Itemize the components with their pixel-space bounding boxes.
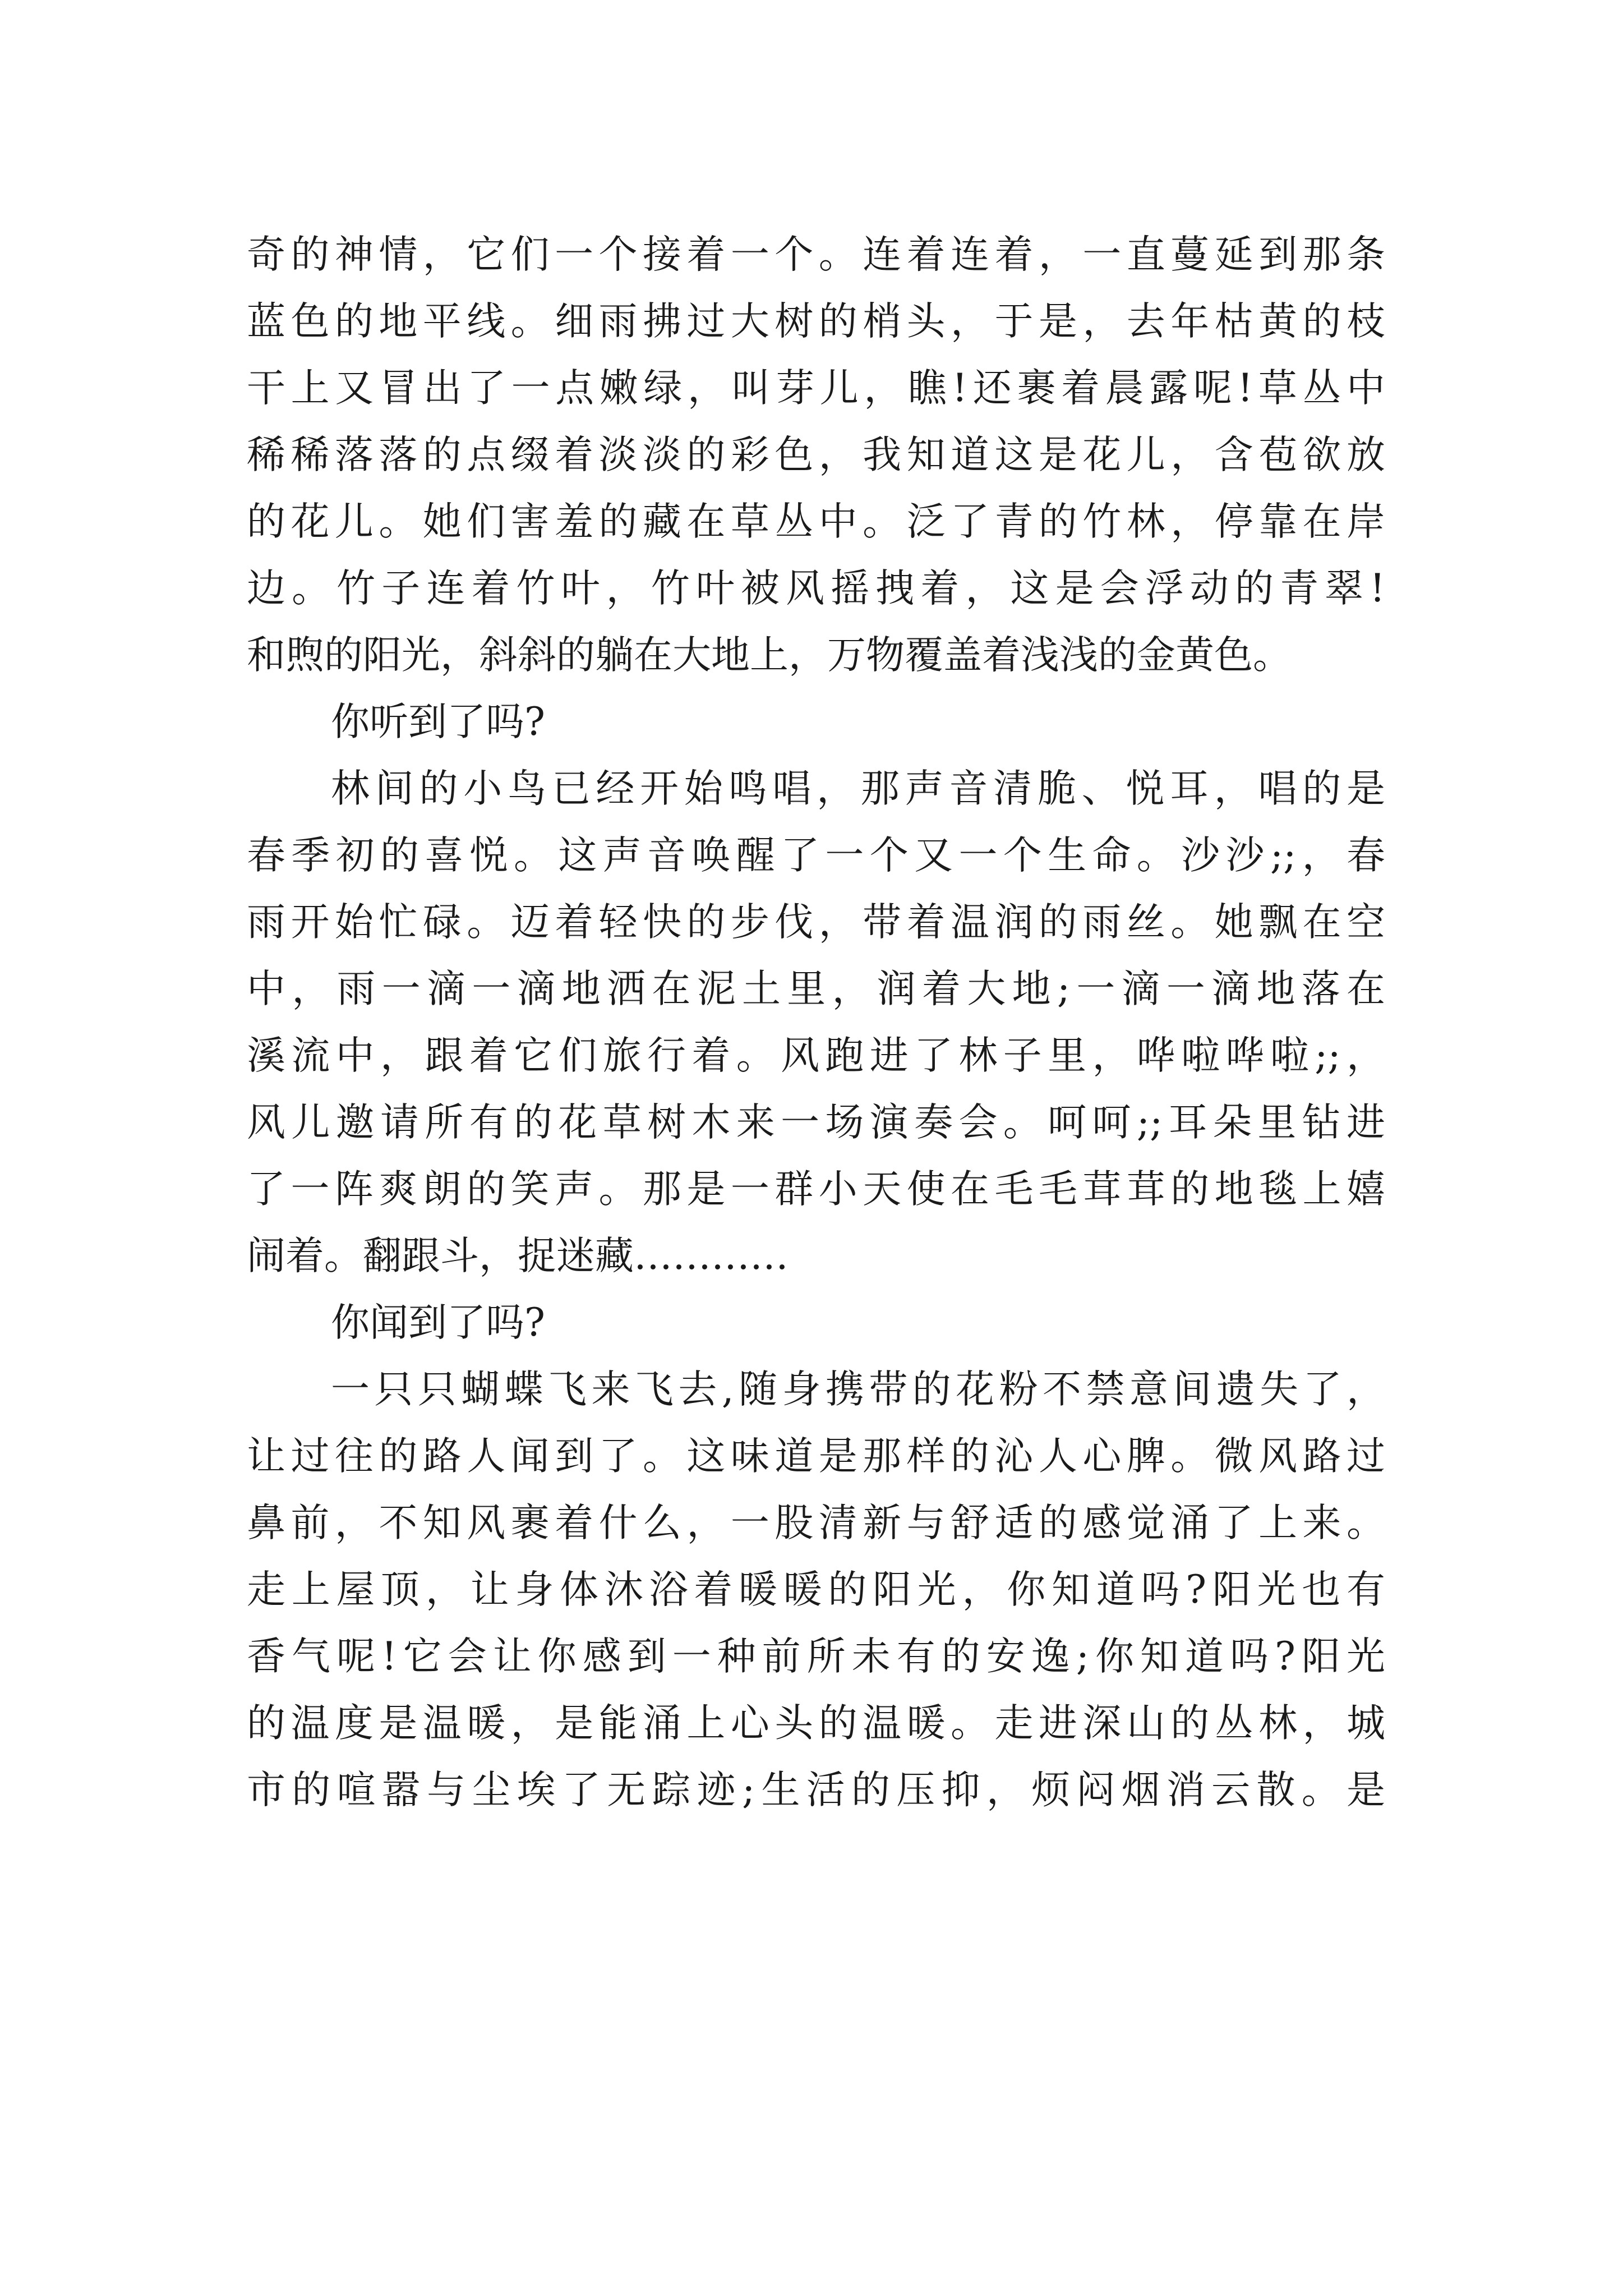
text-line: 蓝色的地平线。细雨拂过大树的梢头，于是，去年枯黄的枝 [247, 299, 1385, 344]
text-line: 雨开始忙碌。迈着轻快的步伐，带着温润的雨丝。她飘在空 [247, 900, 1385, 945]
section-heading-line: 你闻到了吗? [331, 1300, 545, 1345]
text-line: 溪流中，跟着它们旅行着。风跑进了林子里，哗啦哗啦;;， [247, 1033, 1385, 1078]
paragraph-first-line: 一只只蝴蝶飞来飞去,随身携带的花粉不禁意间遗失了， [331, 1367, 1385, 1412]
text-line: 边。竹子连着竹叶，竹叶被风摇拽着，这是会浮动的青翠! [247, 566, 1385, 611]
document-body [247, 222, 1385, 1824]
text-line: 奇的神情，它们一个接着一个。连着连着，一直蔓延到那条 [247, 232, 1385, 277]
text-line: 春季初的喜悦。这声音唤醒了一个又一个生命。沙沙;;，春 [247, 833, 1385, 878]
text-line: 干上又冒出了一点嫩绿，叫芽儿，瞧!还裹着晨露呢!草丛中 [247, 366, 1385, 411]
text-line: 和煦的阳光，斜斜的躺在大地上，万物覆盖着浅浅的金黄色。 [247, 633, 1292, 678]
text-line: 中，雨一滴一滴地洒在泥土里，润着大地;一滴一滴地落在 [247, 967, 1385, 1011]
text-line: 走上屋顶，让身体沐浴着暖暖的阳光，你知道吗?阳光也有 [247, 1567, 1385, 1612]
text-line: 风儿邀请所有的花草树木来一场演奏会。呵呵;;耳朵里钻进 [247, 1100, 1385, 1145]
text-line: 市的喧嚣与尘埃了无踪迹;生活的压抑，烦闷烟消云散。是 [247, 1768, 1385, 1812]
text-line: 闹着。翻跟斗，捉迷藏………… [247, 1234, 789, 1278]
text-line: 鼻前，不知风裹着什么，一股清新与舒适的感觉涌了上来。 [247, 1501, 1385, 1545]
text-line: 了一阵爽朗的笑声。那是一群小天使在毛毛茸茸的地毯上嬉 [247, 1167, 1385, 1212]
section-heading-line: 你听到了吗? [331, 700, 545, 744]
paragraph-first-line: 林间的小鸟已经开始鸣唱，那声音清脆、悦耳，唱的是 [331, 766, 1385, 811]
text-line: 的温度是温暖，是能涌上心头的温暖。走进深山的丛林，城 [247, 1701, 1385, 1746]
text-line: 让过往的路人闻到了。这味道是那样的沁人心脾。微风路过 [247, 1434, 1385, 1479]
text-line: 稀稀落落的点缀着淡淡的彩色，我知道这是花儿，含苞欲放 [247, 432, 1385, 477]
text-line: 的花儿。她们害羞的藏在草丛中。泛了青的竹林，停靠在岸 [247, 499, 1385, 544]
text-line: 香气呢!它会让你感到一种前所未有的安逸;你知道吗?阳光 [247, 1634, 1385, 1679]
